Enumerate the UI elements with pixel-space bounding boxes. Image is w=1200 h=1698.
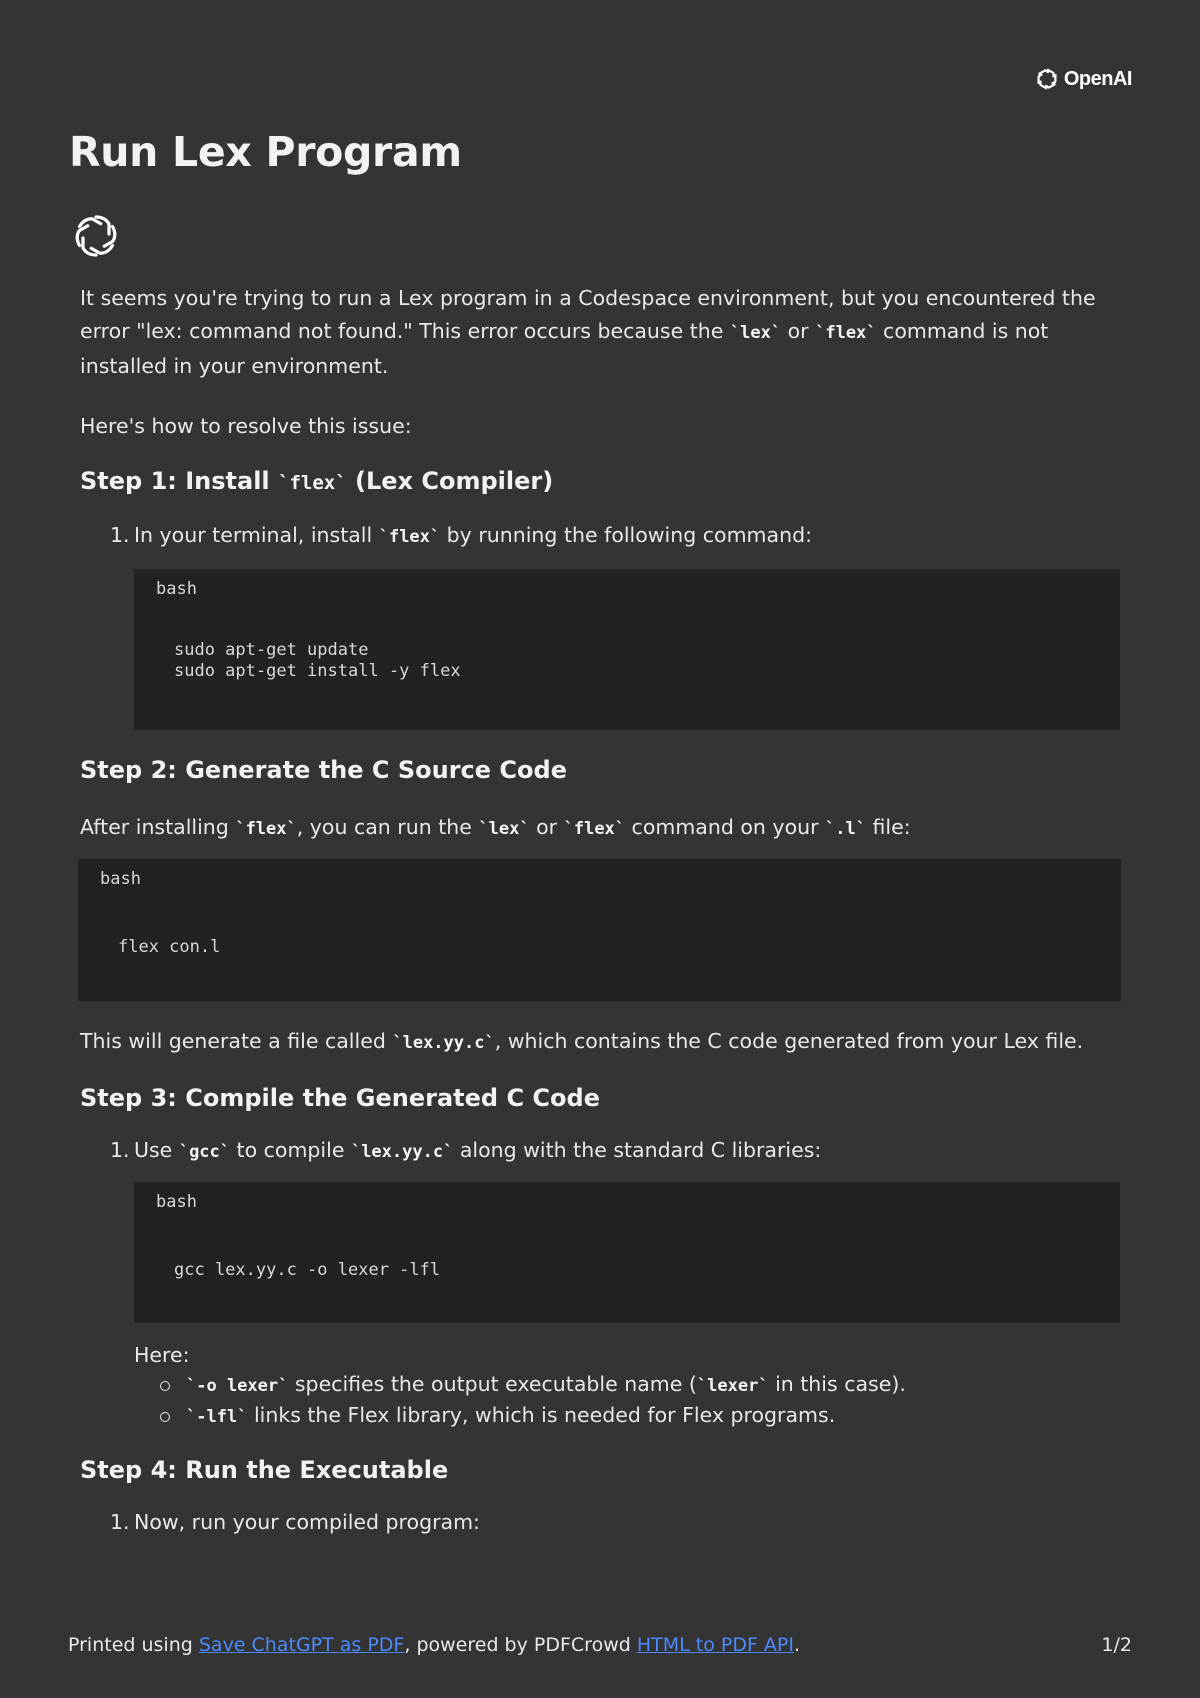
text: to compile — [230, 1138, 351, 1162]
footer-text: . — [793, 1634, 801, 1656]
text: After installing — [80, 815, 236, 839]
code-language-label: bash — [156, 579, 197, 599]
save-chatgpt-pdf-link[interactable]: Save ChatGPT as PDF — [198, 1634, 405, 1656]
inline-code: `flex` — [278, 472, 347, 494]
inline-code: `lex` — [729, 323, 782, 343]
inline-code: `gcc` — [178, 1142, 231, 1162]
footer-text: , powered by PDFCrowd — [404, 1634, 637, 1656]
message-content — [80, 282, 1120, 1539]
text: links the Flex library, which is needed for Flex programs. — [247, 1403, 836, 1427]
bullet-list — [80, 1370, 1120, 1432]
step2-paragraph — [80, 811, 1120, 846]
intro-text: It seems you're trying to run a Lex program in a Codespace environment, but you encountered the error "lex: command not found." This error occurs because the — [80, 286, 1096, 343]
list-text — [134, 519, 812, 554]
list-number: 1. — [110, 1510, 130, 1534]
inline-code: `flex` — [563, 819, 626, 839]
inline-code: `.l` — [825, 819, 866, 839]
text: This will generate a file called — [80, 1029, 393, 1053]
code-language-label: bash — [100, 869, 141, 889]
code-block[interactable] — [78, 859, 1121, 1001]
list-item — [80, 1506, 1120, 1539]
inline-code: `lex.yy.c` — [350, 1142, 454, 1162]
list-text: Now, run your compiled program: — [134, 1510, 480, 1534]
code-language-label: bash — [156, 1192, 197, 1212]
step3-heading: Step 3: Compile the Generated C Code — [80, 1084, 600, 1112]
openai-brand — [1034, 66, 1132, 92]
text: Use — [134, 1138, 179, 1162]
bullet-item — [80, 1370, 1120, 1401]
step4-heading: Step 4: Run the Executable — [80, 1456, 449, 1484]
chatgpt-avatar-icon — [72, 212, 120, 260]
list-text — [134, 1134, 821, 1169]
text: file: — [866, 815, 911, 839]
inline-code: `flex` — [378, 527, 441, 547]
text: , which contains the C code generated from your Lex file. — [494, 1029, 1084, 1053]
heading-text: (Lex Compiler) — [346, 467, 554, 495]
heading-text: Step 1: Install — [80, 467, 278, 495]
here-label: Here: — [134, 1343, 190, 1367]
step2-after-paragraph — [80, 1025, 1120, 1060]
step2-heading: Step 2: Generate the C Source Code — [80, 756, 567, 784]
step1-heading — [80, 465, 1120, 500]
code-block[interactable] — [134, 569, 1120, 730]
footer-text: Printed using — [68, 1634, 199, 1656]
page-title: Run Lex Program — [69, 128, 462, 176]
bullet-circle-icon — [160, 1412, 170, 1422]
inline-code: `-lfl` — [186, 1407, 248, 1427]
list-number: 1. — [110, 1138, 130, 1162]
list-item — [80, 1134, 1120, 1169]
openai-logo-icon — [1034, 66, 1060, 92]
intro-text: command is not installed in your environment. — [80, 319, 1049, 378]
code-text[interactable]: sudo apt-get update sudo apt-get install -y flex — [174, 640, 461, 681]
text: specifies the output executable name ( — [288, 1372, 697, 1396]
brand-name: OpenAI — [1063, 67, 1132, 90]
footer — [68, 1634, 1132, 1656]
text: along with the standard C libraries: — [453, 1138, 822, 1162]
bullet-item — [80, 1401, 1120, 1432]
page-number: 1/2 — [1101, 1634, 1132, 1656]
inline-code: `flex` — [815, 323, 877, 343]
code-text[interactable]: gcc lex.yy.c -o lexer -lfl — [174, 1260, 441, 1280]
intro-paragraph — [80, 282, 1120, 383]
text: , you can run the — [296, 815, 479, 839]
list-number: 1. — [110, 523, 130, 547]
inline-code: `lexer` — [696, 1376, 769, 1396]
inline-code: `lex.yy.c` — [392, 1033, 495, 1053]
html-to-pdf-api-link[interactable]: HTML to PDF API — [636, 1634, 794, 1656]
inline-code: `-o lexer` — [186, 1376, 289, 1396]
text: command on your — [625, 815, 826, 839]
code-block[interactable] — [134, 1182, 1120, 1323]
footer-credit — [68, 1634, 800, 1656]
text: or — [529, 815, 564, 839]
inline-code: `flex` — [235, 819, 297, 839]
resolve-paragraph: Here's how to resolve this issue: — [80, 414, 412, 438]
text: by running the following command: — [440, 523, 813, 547]
intro-text: or — [781, 319, 816, 343]
list-item — [80, 519, 1120, 554]
inline-code: `lex` — [478, 819, 530, 839]
text: In your terminal, install — [134, 523, 379, 547]
code-text[interactable]: flex con.l — [118, 937, 221, 957]
bullet-circle-icon — [160, 1381, 170, 1391]
text: in this case). — [768, 1372, 906, 1396]
